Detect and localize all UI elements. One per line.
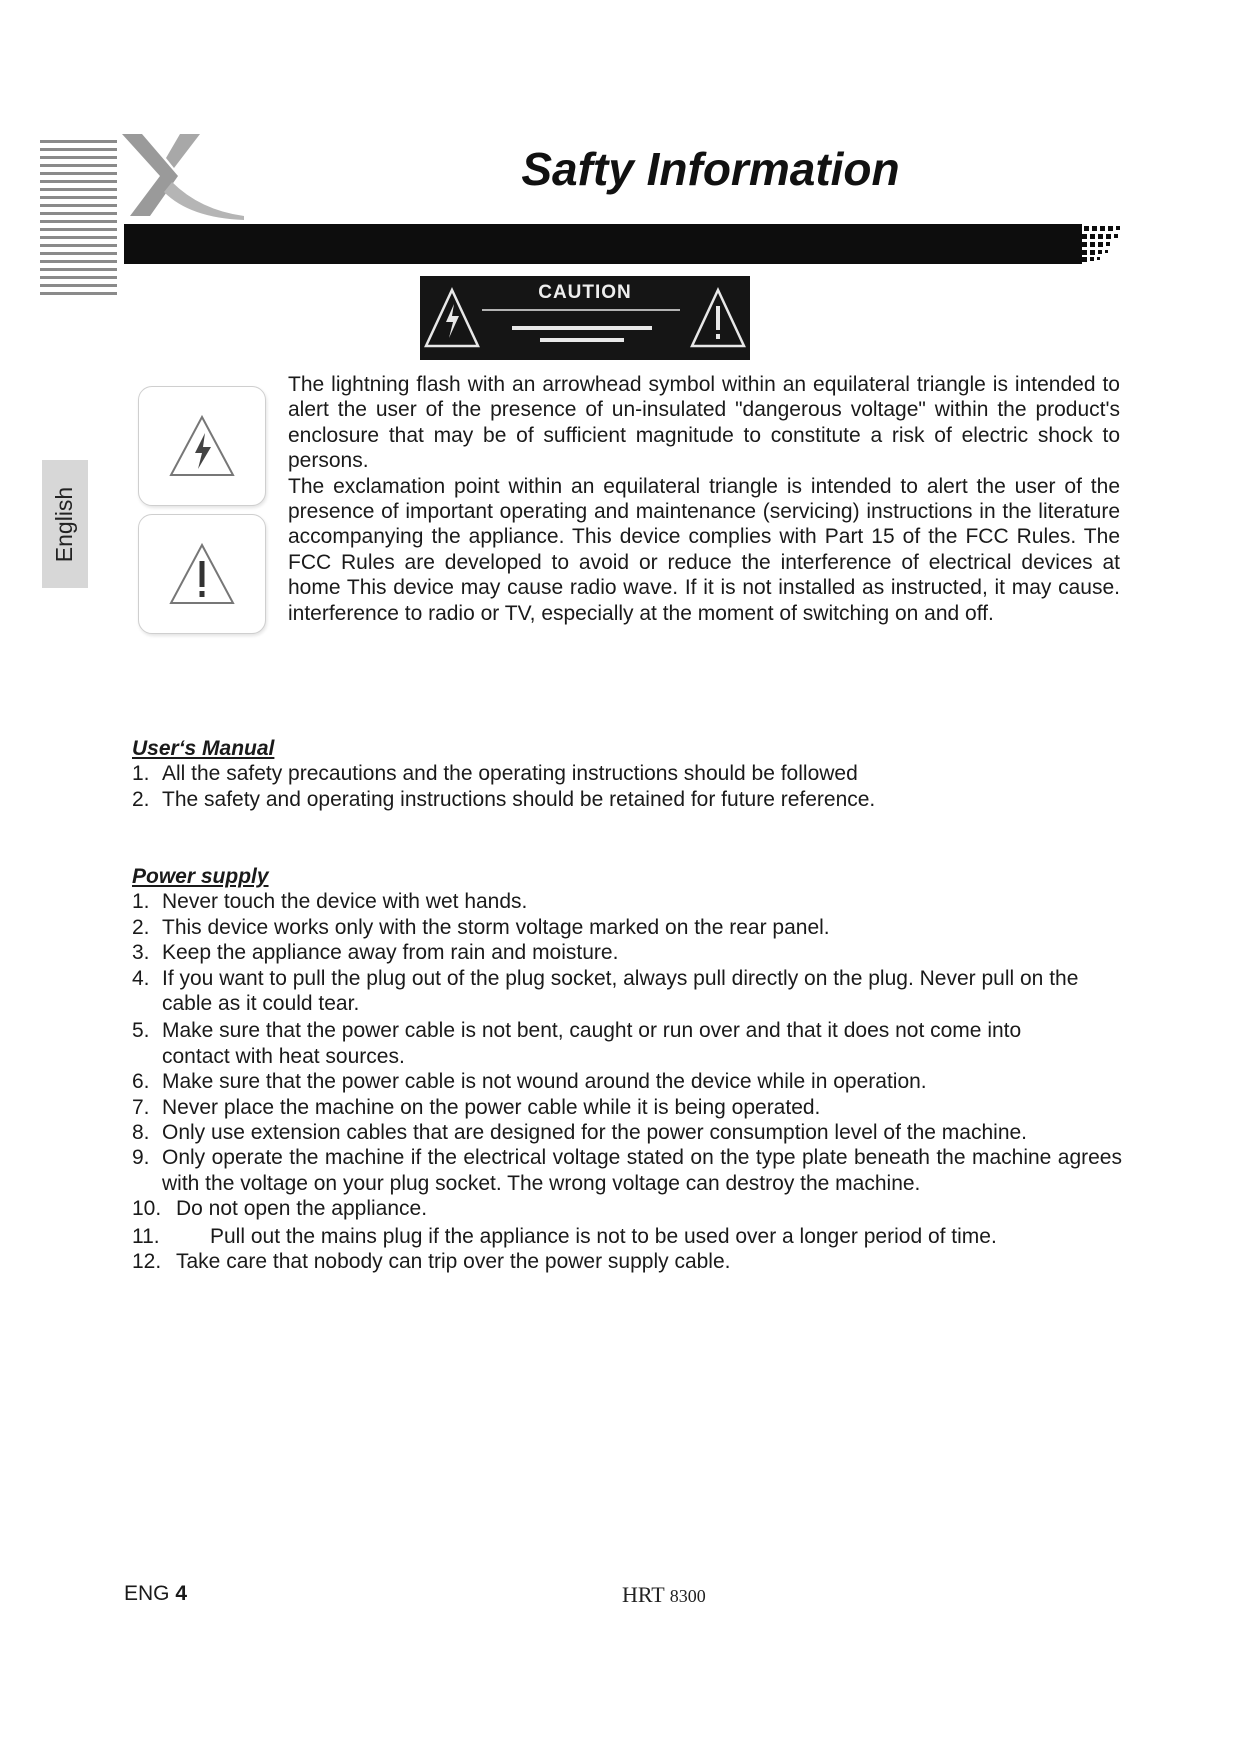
list-item: 6. Make sure that the power cable is not wound around the device while in operation. [132, 1070, 927, 1094]
exclamation-triangle-icon [167, 541, 237, 607]
list-item: 11. Pull out the mains plug if the appliance is not to be used over a longer period of time. [132, 1224, 997, 1248]
page-title: Safty Information [521, 143, 900, 195]
list-item: 2. The safety and operating instructions should be retained for future reference. [132, 787, 876, 811]
list-item: 1. Never touch the device with wet hands. [132, 890, 528, 914]
users-manual-section [132, 736, 1122, 812]
page-number [124, 1582, 187, 1606]
exclamation-warning-symbol [138, 514, 266, 634]
list-item: 9. Only operate the machine if the electrical voltage stated on the type plate beneath the machine agrees with the voltage on your plug socket. The wrong voltage can destroy the machine. [132, 1146, 1122, 1195]
model-number: 8300 [669, 1586, 706, 1606]
list-item: 3. Keep the appliance away from rain and moisture. [132, 941, 619, 965]
intro-text [288, 372, 1120, 626]
list-item: 12. Take care that nobody can trip over the power supply cable. [132, 1250, 731, 1274]
page-prefix: ENG [124, 1582, 170, 1605]
list-item: 5. Make sure that the power cable is not bent, caught or run over and that it does not come into contact with heat sources. [132, 1019, 1022, 1068]
intro-paragraph-exclamation: The exclamation point within an equilateral triangle is intended to alert the user of the presence of important operating and maintenance (servicing) instructions in the literature accompanying the appliance. This device complies with Part 15 of the FCC Rules. The FCC Rules are developed to avoid or reduce the interference of electrical devices at home This device may cause radio wave. If it is not installed as instructed, it may cause. interference to radio or TV, especially at the moment of switching on and off. [288, 474, 1120, 625]
power-supply-heading: Power supply [132, 865, 269, 888]
language-tab [42, 460, 88, 588]
list-item: 2. This device works only with the storm voltage marked on the rear panel. [132, 915, 830, 939]
users-manual-heading: User‘s Manual [132, 737, 275, 760]
model-name [622, 1582, 706, 1608]
model-brand: HRT [622, 1582, 665, 1607]
list-item: 8. Only use extension cables that are designed for the power consumption level of the machine. [132, 1121, 1028, 1145]
list-item: 4. If you want to pull the plug out of the plug socket, always pull directly on the plug. Never pull on the cable as it could tear. [132, 966, 1079, 1016]
power-supply-section [132, 864, 1122, 1275]
list-item: 10. Do not open the appliance. [132, 1197, 428, 1221]
intro-paragraph-lightning: The lightning flash with an arrowhead symbol within an equilateral triangle is intended to alert the user of the presence of un-insulated "dangerous voltage" within the product's enclosure that may be of sufficient magnitude to constitute a risk of electric shock to persons. [288, 373, 1120, 473]
list-item: 7. Never place the machine on the power cable while it is being operated. [132, 1095, 821, 1119]
lightning-warning-symbol [138, 386, 266, 506]
caution-label [420, 276, 750, 360]
page-number-value: 4 [175, 1582, 188, 1605]
lightning-triangle-icon [167, 413, 237, 479]
list-item: 1. All the safety precautions and the operating instructions should be followed [132, 762, 858, 786]
title-divider-bar [124, 224, 1134, 264]
language-tab-label: English [51, 486, 78, 562]
caution-label-text: CAUTION [538, 282, 632, 303]
